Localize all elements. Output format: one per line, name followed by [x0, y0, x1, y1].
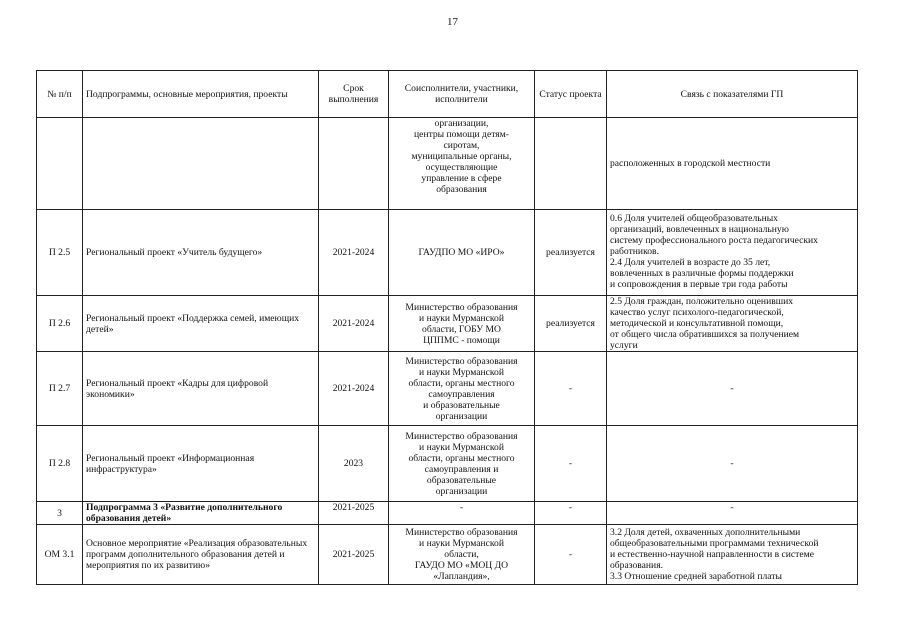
cell-link-line: 2.4 Доля учителей в возрасте до 35 лет,	[610, 257, 771, 268]
cell-executors	[389, 210, 535, 296]
cell-link	[607, 502, 858, 525]
page-number: 17	[447, 16, 458, 28]
cell-link-line: -	[730, 458, 734, 469]
cell-executors-line: и науки Мурманской	[419, 312, 504, 324]
cell-executors-line: области, органы местного	[408, 377, 515, 389]
cell-executors-line: Министерство образования	[405, 527, 518, 538]
cell-link-line: и естественно-научной направленности в системе	[610, 549, 814, 560]
cell-num: ОМ 3.1	[37, 525, 83, 585]
table-header-row	[37, 71, 858, 118]
cell-status	[535, 118, 607, 210]
cell-link-line: 0.6 Доля учителей общеобразовательных	[610, 213, 778, 224]
cell-term: 2021-2024	[319, 210, 389, 296]
cell-executors-line: муниципальные органы,	[411, 151, 512, 162]
cell-link-line: -	[730, 502, 734, 513]
cell-link-line: от общего числа обратившихся за получением	[610, 329, 800, 340]
cell-link-line: расположенных в городской местности	[610, 158, 771, 169]
cell-executors-line: области,	[444, 549, 479, 560]
cell-num	[37, 118, 83, 210]
cell-link-line: общеобразовательными программами технической	[610, 538, 819, 549]
cell-executors-line: управление в сфере	[421, 173, 502, 184]
table-row	[37, 426, 858, 502]
cell-executors-line: Министерство образования	[405, 430, 518, 442]
cell-term: 2021-2025	[319, 502, 389, 525]
cell-executors-line: области, органы местного	[408, 452, 515, 464]
table-row	[37, 502, 858, 525]
cell-status: -	[535, 426, 607, 502]
cell-link	[607, 426, 858, 502]
cell-executors-line: ЦППМС - помощи	[423, 334, 500, 346]
table-row	[37, 525, 858, 585]
cell-link-line: 3.3 Отношение средней заработной платы	[610, 571, 782, 582]
cell-status: реализуется	[535, 296, 607, 352]
cell-executors-line: самоуправления	[428, 388, 495, 400]
cell-status: -	[535, 502, 607, 525]
cell-link-line: систему профессионального роста педагогических	[610, 235, 818, 246]
cell-executors	[389, 352, 535, 426]
cell-name: Региональный проект «Поддержка семей, имеющих детей»	[83, 296, 319, 352]
cell-executors-line: Министерство образования	[405, 301, 518, 313]
cell-executors-line: осуществляющие	[425, 162, 498, 173]
cell-status: реализуется	[535, 210, 607, 296]
cell-link-line: 3.2 Доля детей, охваченных дополнительными	[610, 527, 801, 538]
cell-executors-line: организации	[435, 485, 488, 497]
cell-executors-line: и науки Мурманской	[419, 366, 504, 378]
cell-executors-line: образования	[436, 184, 487, 195]
cell-link-line: -	[730, 383, 734, 394]
cell-link-line: услуги	[610, 340, 638, 351]
cell-link-line: 2.5 Доля граждан, положительно оценивших	[610, 296, 794, 307]
cell-executors-line: организации,	[434, 118, 489, 129]
cell-term: 2021-2024	[319, 296, 389, 352]
cell-name: Региональный проект «Учитель будущего»	[83, 210, 319, 296]
cell-link-line: образования.	[610, 560, 664, 571]
cell-status: -	[535, 525, 607, 585]
cell-term: 2021-2024	[319, 352, 389, 426]
cell-executors-line: образовательные	[426, 474, 497, 486]
cell-name: Основное мероприятие «Реализация образовательных программ дополнительного образования детей и мероприятия по их развитию»	[83, 525, 319, 585]
cell-link	[607, 296, 858, 352]
header-status: Статус проекта	[535, 71, 607, 118]
cell-executors-line: области, ГОБУ МО	[422, 323, 501, 335]
cell-executors	[389, 118, 535, 210]
cell-link	[607, 352, 858, 426]
cell-link-line: качество услуг психолого-педагогической,	[610, 307, 784, 318]
cell-executors-line: центры помощи детям-	[414, 129, 509, 140]
cell-link-line: работников.	[610, 246, 659, 257]
cell-term: 2021-2025	[319, 525, 389, 585]
cell-link	[607, 118, 858, 210]
cell-name	[83, 118, 319, 210]
table-row	[37, 118, 858, 210]
cell-executors-line: сиротам,	[443, 140, 480, 151]
table-row	[37, 296, 858, 352]
header-term: Срок выполнения	[319, 71, 389, 118]
cell-executors	[389, 525, 535, 585]
table-row	[37, 352, 858, 426]
cell-link-line: и сопровождения в первые три года работы	[610, 279, 788, 290]
cell-num: П 2.6	[37, 296, 83, 352]
cell-executors	[389, 296, 535, 352]
cell-num: П 2.5	[37, 210, 83, 296]
cell-executors-line: самоуправления и	[424, 463, 499, 475]
cell-link-line: методической и консультативной помощи,	[610, 318, 784, 329]
cell-status: -	[535, 352, 607, 426]
program-table	[36, 70, 858, 585]
cell-executors-line: «Лапландия»,	[433, 571, 490, 582]
cell-num: П 2.7	[37, 352, 83, 426]
cell-executors	[389, 502, 535, 525]
cell-link	[607, 525, 858, 585]
cell-name: Региональный проект «Информационная инфраструктура»	[83, 426, 319, 502]
cell-executors-line: -	[459, 502, 464, 513]
cell-executors-line: и образовательные	[423, 399, 500, 411]
cell-link-line: организаций, вовлеченных в национальную	[610, 224, 789, 235]
cell-num: П 2.8	[37, 426, 83, 502]
cell-name: Подпрограмма 3 «Развитие дополнительного образования детей»	[83, 502, 319, 525]
cell-term: 2023	[319, 426, 389, 502]
header-link: Связь с показателями ГП	[607, 71, 858, 118]
cell-executors-line: и науки Мурманской	[419, 538, 504, 549]
header-name: Подпрограммы, основные мероприятия, проекты	[83, 71, 319, 118]
header-executors: Соисполнители, участники, исполнители	[389, 71, 535, 118]
cell-link	[607, 210, 858, 296]
cell-executors-line: ГАУДПО МО «ИРО»	[418, 247, 505, 258]
table-row	[37, 210, 858, 296]
cell-term	[319, 118, 389, 210]
cell-executors-line: ГАУДО МО «МОЦ ДО	[414, 560, 509, 571]
cell-link-line: вовлеченных в различные формы поддержки	[610, 268, 794, 279]
cell-executors-line: и науки Мурманской	[419, 441, 504, 453]
cell-num: 3	[37, 502, 83, 525]
cell-name: Региональный проект «Кадры для цифровой экономики»	[83, 352, 319, 426]
cell-executors-line: Министерство образования	[405, 355, 518, 367]
cell-executors	[389, 426, 535, 502]
header-num: № п/п	[37, 71, 83, 118]
cell-executors-line: организации	[435, 410, 488, 422]
